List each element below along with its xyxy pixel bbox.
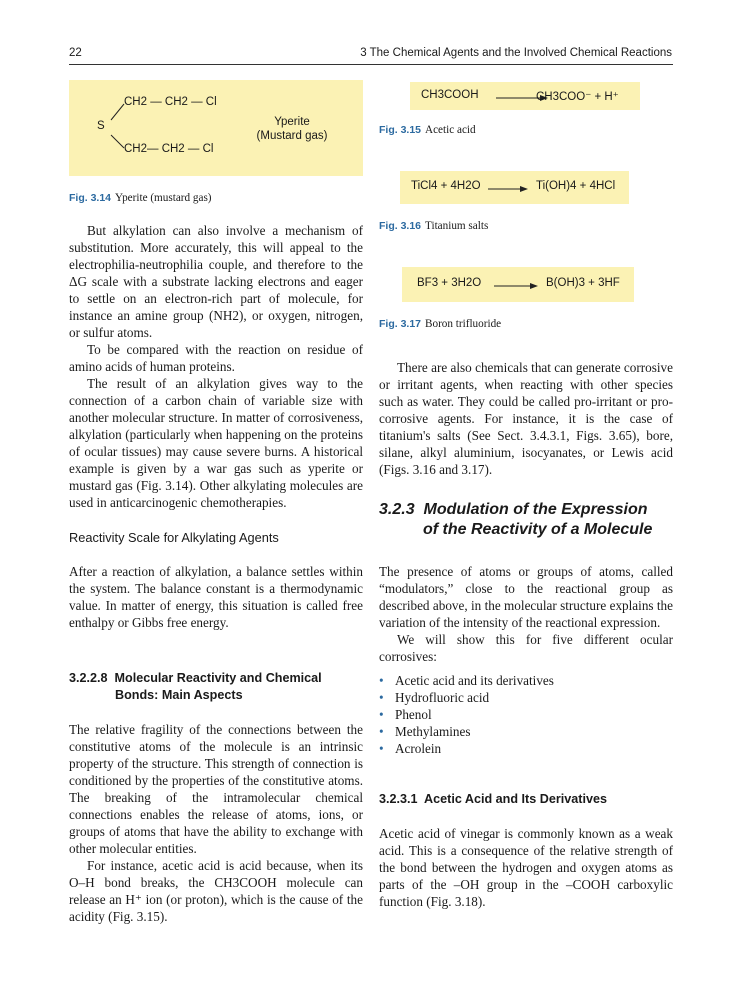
paragraph: We will show this for five different ocular corrosives: xyxy=(379,632,673,664)
paragraph: There are also chemicals that can generate corrosive or irritant agents, when reacting with other species such as water. They could be called pro-irritant or pro-corrosive agents. For instance, it is the case of titanium's salts (See Sect. 3.4.3.1, Figs. 3.65), bore, silane, alkyl aluminium, isocyanates, or Lewis acid (Figs. 3.16 and 3.17). xyxy=(379,360,673,477)
running-header: 3 The Chemical Agents and the Involved Chemical Reactions xyxy=(360,47,672,59)
section-title: Acetic Acid and Its Derivatives xyxy=(424,792,607,806)
caption-label: Fig. 3.16 xyxy=(379,220,422,232)
paragraph: Acetic acid of vinegar is commonly known as a weak acid. This is a consequence of the relative strength of the bond between the hydrogen and oxygen atoms as parts of the –OH group in the –COOH carboxylic function (Fig. 3.18). xyxy=(379,826,673,909)
caption-text: Titanium salts xyxy=(425,220,489,232)
caption-label: Fig. 3.14 xyxy=(69,192,112,204)
figure-3-17-boron-trifluoride xyxy=(402,267,634,302)
section-number: 3.2.3 xyxy=(379,501,415,518)
list-item: • Acrolein xyxy=(379,740,673,757)
yperite-bottom-chain: CH2— CH2 — Cl xyxy=(124,143,214,155)
right-column-mid xyxy=(379,563,673,665)
caption-text: Acetic acid xyxy=(425,124,476,136)
section-title-line2: Bonds: Main Aspects xyxy=(115,688,243,702)
page-number: 22 xyxy=(69,47,82,59)
header-rule xyxy=(69,64,673,65)
caption-text: Boron trifluoride xyxy=(425,318,502,330)
list-item: • Acetic acid and its derivatives xyxy=(379,672,673,689)
equation-reactant: BF3 + 3H2O xyxy=(417,277,482,289)
caption-3-17 xyxy=(379,318,501,330)
section-number: 3.2.3.1 xyxy=(379,792,418,806)
section-title-line1: Molecular Reactivity and Chemical xyxy=(114,671,322,685)
heading-3-2-2-8 xyxy=(69,670,363,704)
caption-3-14 xyxy=(69,192,212,204)
section-number: 3.2.2.8 xyxy=(69,671,108,685)
left-column-mid xyxy=(69,563,363,631)
left-column-top xyxy=(69,222,363,511)
reaction-arrow-icon xyxy=(494,283,538,289)
caption-label: Fig. 3.17 xyxy=(379,318,422,330)
right-column-bottom xyxy=(379,825,673,910)
equation-product: CH3COO⁻ + H⁺ xyxy=(536,91,619,103)
figure-3-16-titanium-salts xyxy=(400,171,629,204)
corrosives-list xyxy=(379,672,673,757)
heading-3-2-3 xyxy=(379,500,673,540)
paragraph: The result of an alkylation gives way to the connection of a carbon chain of variable size with another molecular structure. In matter of corrosiveness, alkylation (particularly when happening on the proteins of ocular tissues) may cause severe burns. A historical example is given by a war gas such as yperite or mustard gas (Fig. 3.14). Other alkylating molecules are used in anticarcinogenic chemotherapies. xyxy=(69,376,363,510)
paragraph: The presence of atoms or groups of atoms, called “modulators,” close to the reactional group as described above, in the molecular structure explains the variation of the intensity of the reactional expression. xyxy=(379,564,673,630)
caption-label: Fig. 3.15 xyxy=(379,124,422,136)
heading-3-2-3-1 xyxy=(379,791,607,808)
paragraph: The relative fragility of the connections between the constitutive atoms of the molecule is an intrinsic property of the structure. This strength of connection is conditioned by the properties of the constitutive atoms. The breaking of the intramolecular chemical connections enables the release of atoms, ions, or groups of atoms that have the ability to exchange with other molecular entities. xyxy=(69,722,363,856)
figure-3-15-acetic-acid xyxy=(410,82,640,110)
caption-text: Yperite (mustard gas) xyxy=(115,192,212,204)
paragraph: For instance, acetic acid is acid because, when its O–H bond breaks, the CH3COOH molecule can release an H⁺ ion (or proton), which is the cause of the acidity (Fig. 3.15). xyxy=(69,858,363,924)
reaction-arrow-icon xyxy=(488,186,528,192)
list-item: • Hydrofluoric acid xyxy=(379,689,673,706)
yperite-name-line2: (Mustard gas) xyxy=(256,130,328,142)
paragraph: To be compared with the reaction on residue of amino acids of human proteins. xyxy=(69,342,363,374)
equation-reactant: CH3COOH xyxy=(421,89,479,101)
section-title-line1: Modulation of the Expression xyxy=(423,501,648,518)
list-item: • Methylamines xyxy=(379,723,673,740)
yperite-name-line1: Yperite xyxy=(274,116,310,128)
list-item: • Phenol xyxy=(379,706,673,723)
yperite-top-chain: CH2 — CH2 — Cl xyxy=(124,96,217,108)
equation-product: Ti(OH)4 + 4HCl xyxy=(536,180,616,192)
right-column-top xyxy=(379,359,673,478)
caption-3-15 xyxy=(379,124,476,136)
figure-3-14-yperite xyxy=(69,80,363,176)
equation-reactant: TiCl4 + 4H2O xyxy=(411,180,481,192)
heading-reactivity-scale: Reactivity Scale for Alkylating Agents xyxy=(69,530,279,545)
paragraph: After a reaction of alkylation, a balance settles within the system. The balance constant is a thermodynamic value. In matter of energy, this situation is called free enthalpy or Gibbs free energy. xyxy=(69,564,363,630)
caption-3-16 xyxy=(379,220,488,232)
yperite-name xyxy=(251,115,333,143)
equation-product: B(OH)3 + 3HF xyxy=(546,277,620,289)
yperite-sulfur: S xyxy=(97,120,105,132)
left-column-bottom xyxy=(69,721,363,925)
section-title-line2: of the Reactivity of a Molecule xyxy=(423,521,653,538)
paragraph: But alkylation can also involve a mechanism of substitution. More accurately, this will appeal to the electrophilia-neutrophilia couple, and therefore to the ΔG scale with a substrate lacking electrons and eager to settle on an electron-rich part of molecule, for instance an amine group (NH2), or oxygen, nitrogen, or sulfur atoms. xyxy=(69,223,363,340)
